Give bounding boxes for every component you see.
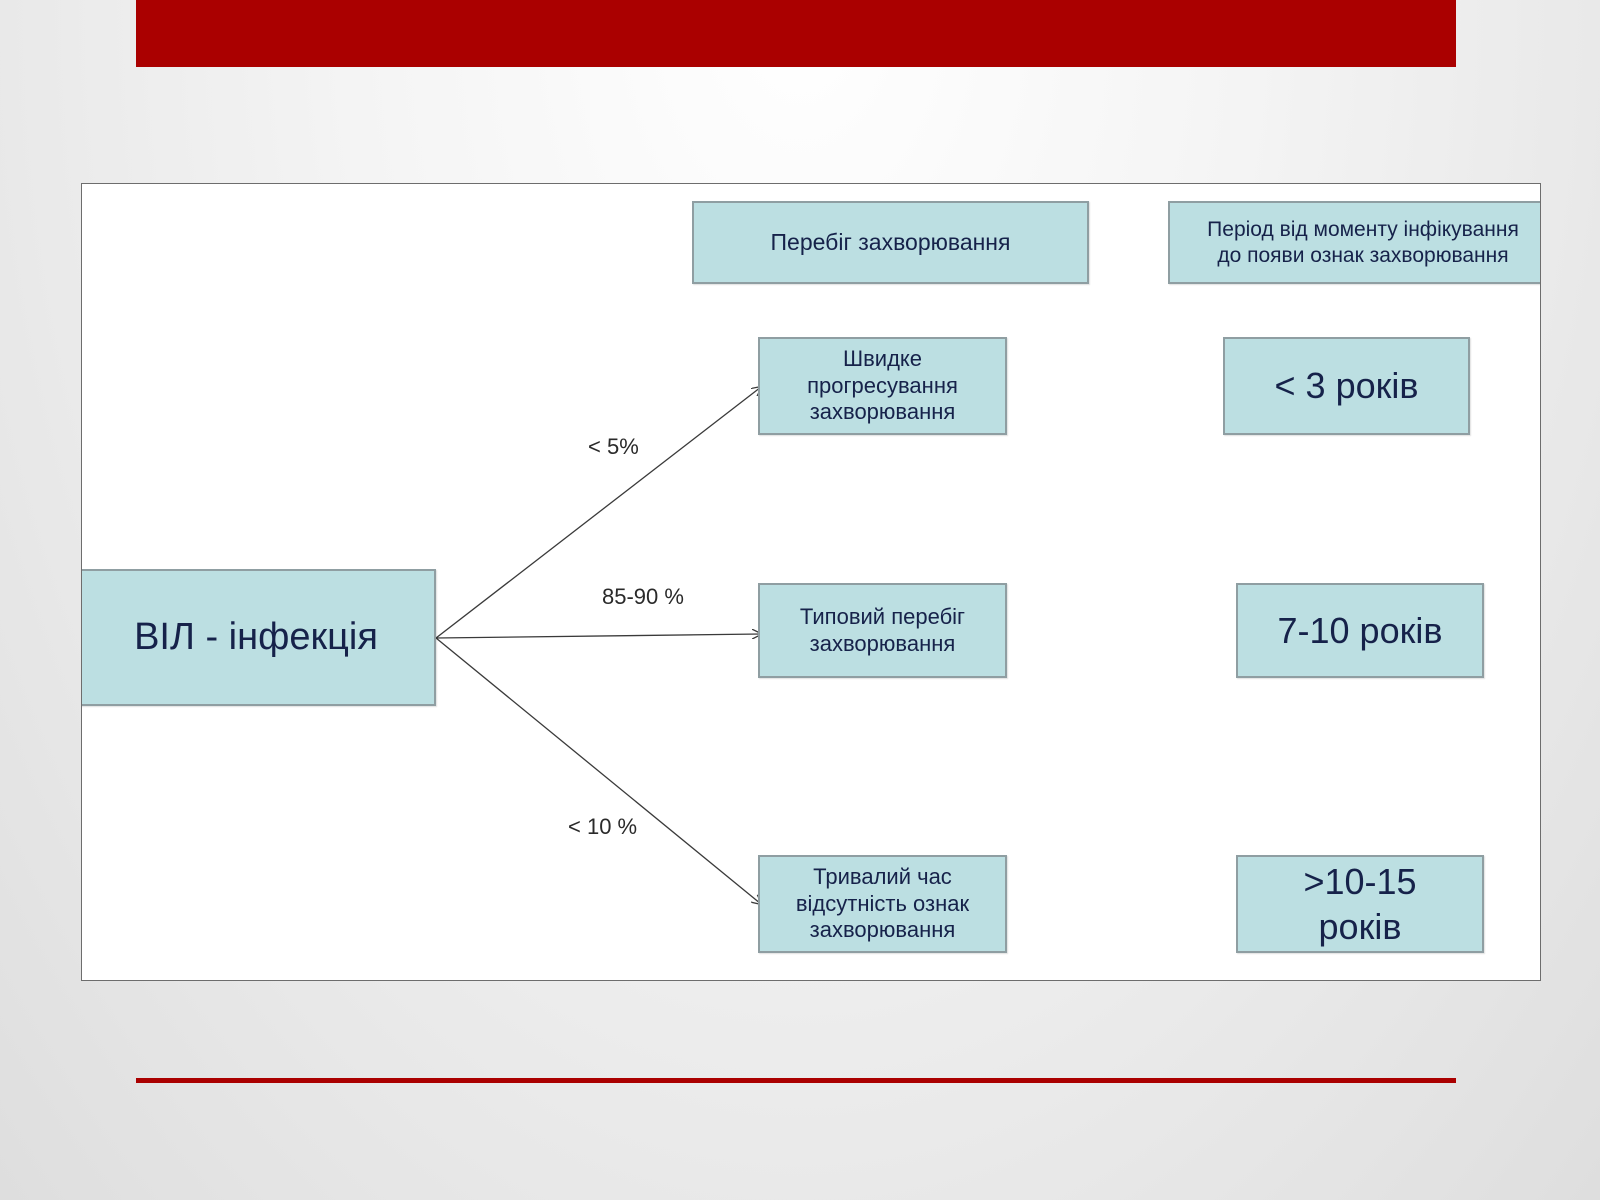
arrow-long-asymptomatic (436, 638, 761, 904)
footer-rule (136, 1078, 1456, 1083)
arrow-rapid-progression (436, 387, 761, 638)
period-under-3-years-box: < 3 років (1223, 337, 1470, 435)
title-banner (136, 0, 1456, 67)
period-7-10-years-box: 7-10 років (1236, 583, 1484, 678)
typical-course-share-label: 85-90 % (602, 584, 684, 609)
long-asymptomatic-box: Тривалий час відсутність ознак захворювання (758, 855, 1007, 953)
period-header: Період від моменту інфікування до появи ознак захворювання (1168, 201, 1541, 284)
rapid-progression-share-label: < 5% (588, 434, 639, 459)
period-over-10-15-years-box: >10-15 років (1236, 855, 1484, 953)
hiv-infection-box: ВІЛ - інфекція (81, 569, 436, 706)
diagram-panel (81, 183, 1541, 981)
arrow-typical-course (436, 634, 761, 638)
course-header: Перебіг захворювання (692, 201, 1089, 284)
rapid-progression-box: Швидке прогресування захворювання (758, 337, 1007, 435)
long-asymptomatic-share-label: < 10 % (568, 814, 638, 839)
typical-course-box: Типовий перебіг захворювання (758, 583, 1007, 678)
